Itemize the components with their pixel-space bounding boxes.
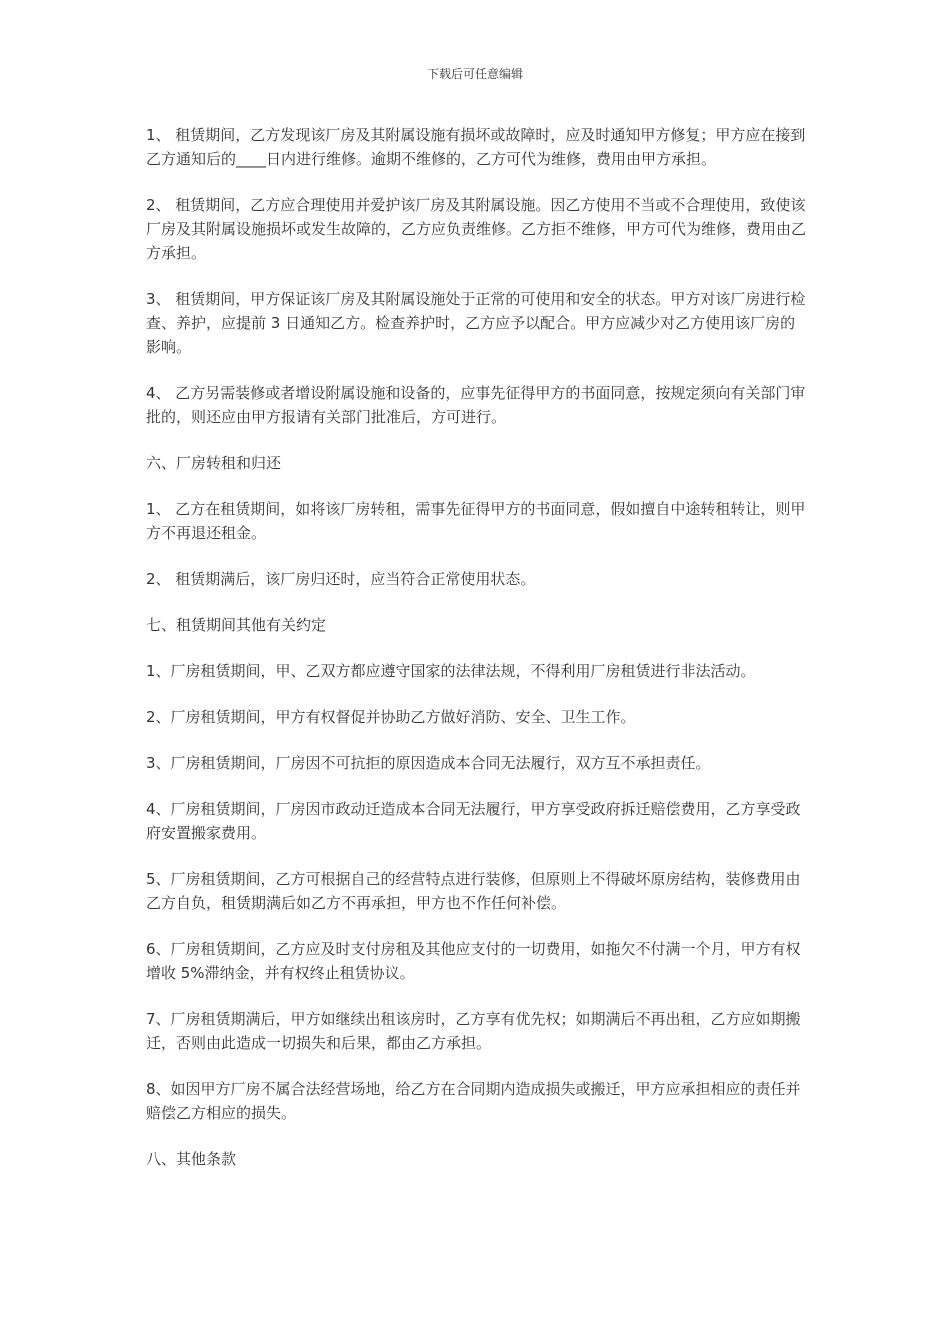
section-heading: 八、其他条款 — [146, 1150, 237, 1168]
paragraph: 3、 租赁期间，甲方保证该厂房及其附属设施处于正常的可使用和安全的状态。甲方对该厂房进行检查、养护，应提前 3 日通知乙方。检查养护时，乙方应予以配合。甲方应减少对乙方使用该厂房的影响。 — [146, 290, 806, 356]
section-heading: 六、厂房转租和归还 — [146, 454, 282, 472]
paragraph: 1、 乙方在租赁期间，如将该厂房转租，需事先征得甲方的书面同意，假如擅自中途转租转让，则甲方不再退还租金。 — [146, 500, 806, 542]
paragraph: 4、 乙方另需装修或者增设附属设施和设备的，应事先征得甲方的书面同意，按规定须向有关部门审批的，则还应由甲方报请有关部门批准后，方可进行。 — [146, 384, 806, 426]
paragraph: 7、厂房租赁期满后，甲方如继续出租该房时，乙方享有优先权；如期满后不再出租，乙方应如期搬迁，否则由此造成一切损失和后果，都由乙方承担。 — [146, 1010, 801, 1052]
paragraph: 2、 租赁期满后，该厂房归还时，应当符合正常使用状态。 — [146, 570, 536, 588]
paragraph: 4、厂房租赁期间，厂房因市政动迁造成本合同无法履行，甲方享受政府拆迁赔偿费用，乙方享受政府安置搬家费用。 — [146, 800, 801, 842]
paragraph: 1、厂房租赁期间，甲、乙双方都应遵守国家的法律法规，不得利用厂房租赁进行非法活动。 — [146, 662, 756, 680]
paragraph: 1、 租赁期间，乙方发现该厂房及其附属设施有损坏或故障时，应及时通知甲方修复；甲方应在接到乙方通知后的____日内进行维修。逾期不维修的，乙方可代为维修，费用由甲方承担。 — [146, 126, 806, 168]
paragraph: 3、厂房租赁期间，厂房因不可抗拒的原因造成本合同无法履行，双方互不承担责任。 — [146, 754, 711, 772]
paragraph: 2、厂房租赁期间，甲方有权督促并协助乙方做好消防、安全、卫生工作。 — [146, 708, 636, 726]
section-heading: 七、租赁期间其他有关约定 — [146, 616, 327, 634]
paragraph: 8、如因甲方厂房不属合法经营场地，给乙方在合同期内造成损失或搬迁，甲方应承担相应的责任并赔偿乙方相应的损失。 — [146, 1080, 801, 1122]
paragraph: 5、厂房租赁期间，乙方可根据自己的经营特点进行装修，但原则上不得破坏原房结构，装修费用由乙方自负，租赁期满后如乙方不再承担，甲方也不作任何补偿。 — [146, 870, 801, 912]
paragraph: 6、厂房租赁期间，乙方应及时支付房租及其他应支付的一切费用，如拖欠不付满一个月，甲方有权增收 5%滞纳金，并有权终止租赁协议。 — [146, 940, 801, 982]
page-header: 下载后可任意编辑 — [426, 67, 523, 81]
paragraph: 2、 租赁期间，乙方应合理使用并爱护该厂房及其附属设施。因乙方使用不当或不合理使用，致使该厂房及其附属设施损坏或发生故障的，乙方应负责维修。乙方拒不维修，甲方可代为维修，费用由乙方承担。 — [146, 196, 807, 262]
document-body — [146, 123, 808, 1193]
